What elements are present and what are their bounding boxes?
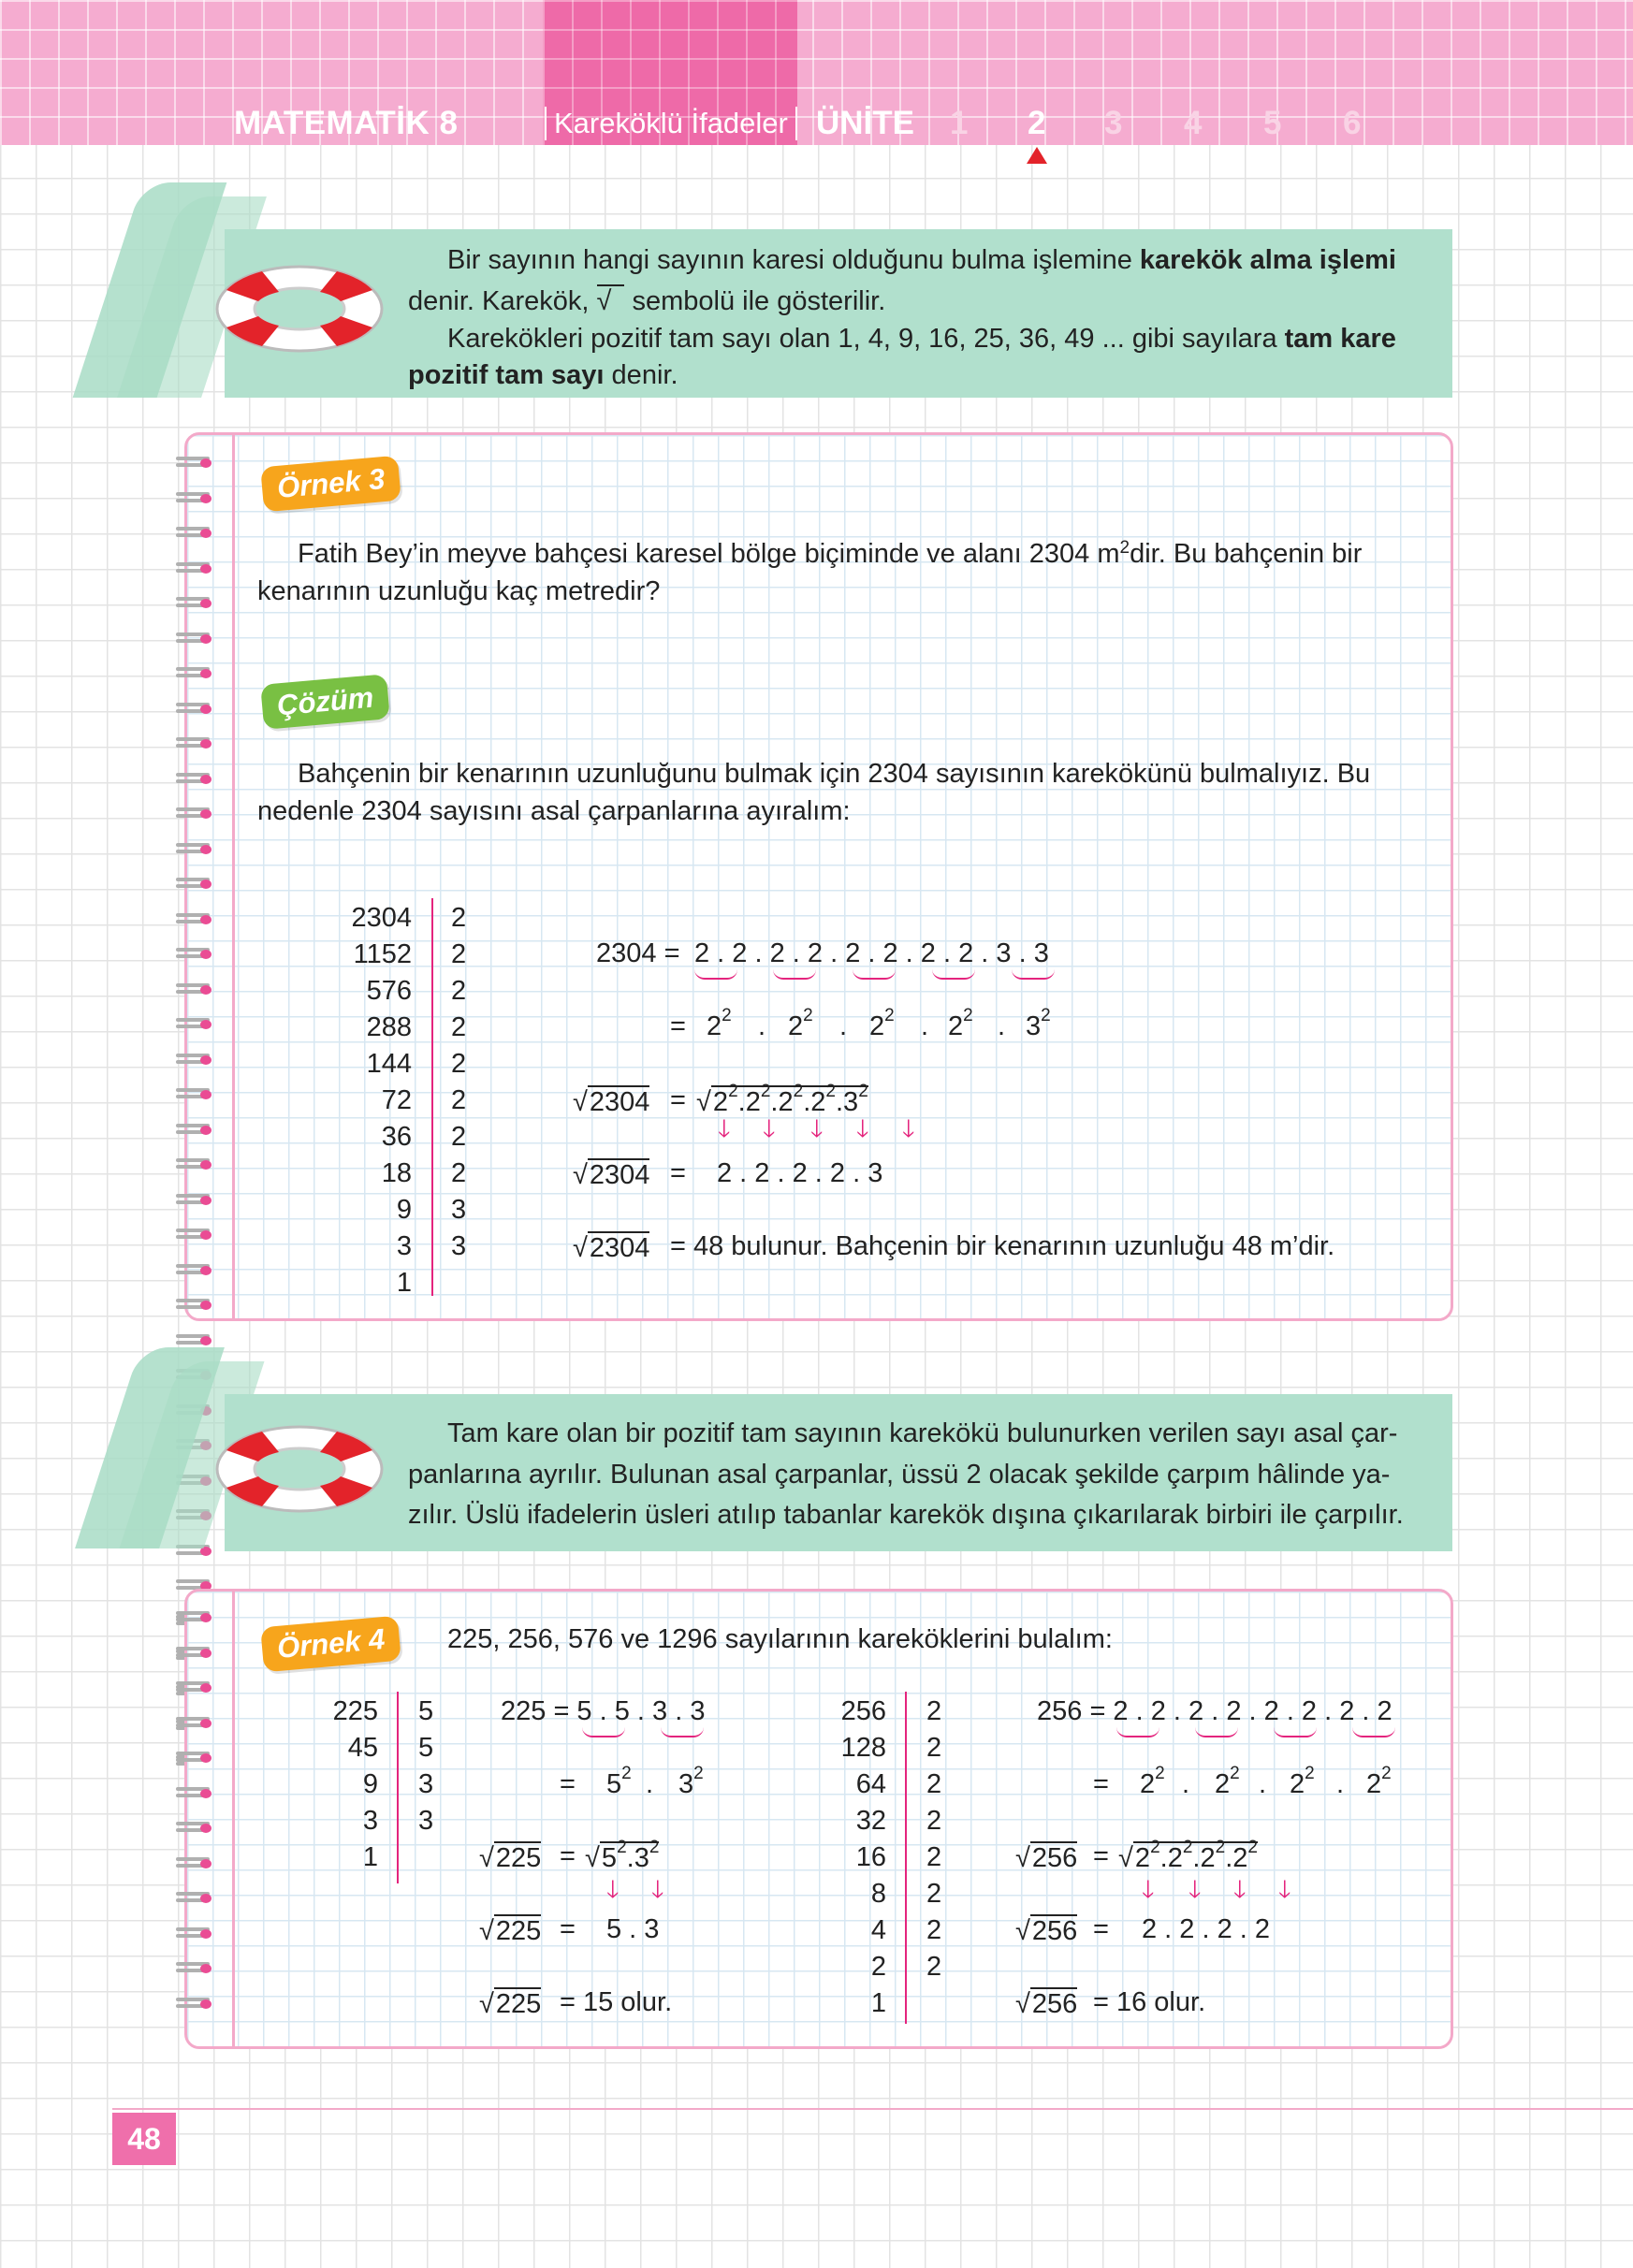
spiral-ring — [176, 562, 213, 575]
notebook-spiral-binding — [176, 457, 213, 1299]
sqrt-symbol: √ — [597, 284, 625, 316]
sqrt-225: √225 — [479, 1843, 542, 1873]
eq-sign: = — [1093, 1769, 1109, 1799]
ladder-dividend: 16 — [855, 1842, 886, 1872]
pair-arc — [853, 969, 896, 980]
spiral-ring — [176, 1892, 213, 1905]
ladder-divisor: 3 — [418, 1806, 434, 1836]
ladder-dividend: 9 — [396, 1195, 412, 1225]
power-2-2: $2^2$ — [1215, 1764, 1240, 1799]
ladder-divisor: 3 — [451, 1195, 467, 1225]
ladder-divisor: 2 — [451, 1122, 467, 1152]
power-2-2: $2^2$ — [948, 1006, 973, 1041]
page-number: 48 — [112, 2113, 176, 2165]
spiral-ring — [176, 1018, 213, 1031]
unit-number-6[interactable]: 6 — [1343, 105, 1362, 141]
pair-arc — [582, 1727, 625, 1737]
footer-line — [112, 2108, 1633, 2110]
down-arrow-icon: 🡓 — [763, 1114, 776, 1142]
eq-sign: = — [670, 1158, 686, 1188]
solution-line1: Bahçenin bir kenarının uzunluğunu bulmak için 2304 sayısının karekökünü bulmalıyız. Bu — [298, 759, 1371, 789]
spiral-ring — [176, 878, 213, 891]
spiral-ring — [176, 527, 213, 540]
down-arrow-icon: 🡓 — [1142, 1875, 1155, 1903]
ladder-dividend: 8 — [870, 1879, 886, 1909]
info2-line1: Tam kare olan bir pozitif tam sayının karekökü bulunurken verilen sayı asal çar- — [447, 1418, 1398, 1448]
dot: . — [998, 1011, 1006, 1041]
spiral-ring — [176, 703, 213, 716]
pair-arc — [1195, 1727, 1238, 1737]
down-arrow-icon: 🡓 — [1233, 1875, 1247, 1903]
notebook-margin-line — [232, 1591, 235, 2047]
down-arrow-icon: 🡓 — [856, 1114, 869, 1142]
pair-arc — [1274, 1727, 1317, 1737]
lifebuoy-icon — [206, 1413, 393, 1525]
power-2-2: $2^2$ — [869, 1006, 895, 1041]
spiral-ring — [176, 1717, 213, 1730]
spiral-ring — [176, 1264, 213, 1277]
unit-label: ÜNİTE — [816, 105, 914, 141]
ladder-divider — [397, 1692, 399, 1883]
pair-arc — [773, 969, 816, 980]
ladder-dividend: 1 — [396, 1268, 412, 1298]
ladder-dividend: 288 — [366, 1012, 412, 1042]
dot: . — [1182, 1769, 1190, 1799]
eq-2304-lhs: 2304 = — [596, 938, 680, 968]
sqrt-2304: √2304 — [573, 1160, 650, 1190]
ladder-dividend: 36 — [381, 1122, 412, 1152]
ladder-dividend: 9 — [362, 1769, 378, 1799]
spiral-ring — [176, 1998, 213, 2011]
ladder-divisor: 5 — [418, 1733, 434, 1763]
spiral-ring — [176, 1822, 213, 1835]
dot: . — [839, 1011, 848, 1041]
pair-arc — [661, 1727, 704, 1737]
ladder-dividend: 128 — [840, 1733, 886, 1763]
spiral-ring — [176, 1124, 213, 1137]
down-arrow-icon: 🡓 — [810, 1114, 824, 1142]
sqrt-power-product: $√5^2.3^2$ — [585, 1838, 660, 1873]
spiral-ring — [176, 597, 213, 610]
down-arrow-icon: 🡓 — [651, 1875, 664, 1903]
spiral-ring — [176, 948, 213, 961]
dot: . — [1259, 1769, 1267, 1799]
eq-225-factors: 225 = 5 . 5 . 3 . 3 — [501, 1696, 706, 1726]
ladder-dividend: 576 — [366, 976, 412, 1006]
info1-line3: Karekökleri pozitif tam sayı olan 1, 4, 9, 16, 25, 36, 49 ... gibi sayılara tam kare — [447, 324, 1396, 354]
sqrt-power-product: $√2^2.2^2.2^2.2^2.3^2$ — [696, 1082, 868, 1117]
notebook-spiral-binding — [176, 1611, 213, 2032]
book-title: MATEMATİK 8 — [234, 105, 459, 141]
pair-arc — [1012, 969, 1055, 980]
ladder-dividend: 64 — [855, 1769, 886, 1799]
spiral-ring — [176, 983, 213, 996]
eq-sign: = — [670, 1085, 686, 1115]
result-sentence: = 48 bulunur. Bahçenin bir kenarının uzunluğu 48 m’dir. — [670, 1231, 1335, 1261]
example3-question-line2: kenarının uzunluğu kaç metredir? — [257, 576, 661, 606]
ladder-divisor: 3 — [451, 1231, 467, 1261]
sqrt-256: √256 — [1015, 1843, 1078, 1873]
down-arrow-icon: 🡓 — [1278, 1875, 1291, 1903]
result-256: = 16 olur. — [1093, 1987, 1206, 2017]
spiral-ring — [176, 1228, 213, 1242]
ladder-divisor: 2 — [451, 939, 467, 969]
spiral-ring — [176, 1299, 213, 1312]
ladder-dividend: 1 — [362, 1842, 378, 1872]
ladder-divisor: 2 — [926, 1733, 942, 1763]
eq-256-factors: 256 = 2 . 2 . 2 . 2 . 2 . 2 . 2 . 2 — [1037, 1696, 1392, 1726]
power-2-2: $2^2$ — [1140, 1764, 1165, 1799]
spiral-ring — [176, 843, 213, 856]
ladder-divisor: 2 — [926, 1842, 942, 1872]
power-3-2: $3^2$ — [1026, 1006, 1051, 1041]
ladder-divisor: 2 — [451, 1085, 467, 1115]
power-3-2: $3^2$ — [678, 1764, 704, 1799]
spiral-ring — [176, 773, 213, 786]
result-225: = 15 olur. — [560, 1987, 673, 2017]
spiral-ring — [176, 667, 213, 680]
ladder-dividend: 18 — [381, 1158, 412, 1188]
eq-sign: = — [560, 1914, 576, 1944]
eq-sign: = — [1093, 1914, 1109, 1944]
down-arrow-icon: 🡓 — [1188, 1875, 1202, 1903]
pair-arc — [1116, 1727, 1159, 1737]
power-5-2: $5^2$ — [606, 1764, 632, 1799]
info1-line1: Bir sayının hangi sayının karesi olduğunu bulma işlemine karekök alma işlemi — [447, 245, 1396, 275]
ladder-divisor: 2 — [926, 1952, 942, 1982]
spiral-ring — [176, 1611, 213, 1624]
spiral-ring — [176, 913, 213, 926]
ladder-dividend: 4 — [870, 1915, 886, 1945]
example3-question-line1: Fatih Bey’in meyve bahçesi karesel bölge biçiminde ve alanı 2304 $m^2dir$. Bu bahçenin bir — [298, 538, 1363, 569]
sqrt-power-product: $√2^2.2^2.2^2.2^2$ — [1118, 1838, 1258, 1873]
power-2-2: $2^2$ — [1366, 1764, 1392, 1799]
ladder-divisor: 2 — [926, 1879, 942, 1909]
unit-number-4[interactable]: 4 — [1184, 105, 1203, 141]
pair-arc — [1352, 1727, 1395, 1737]
ladder-divisor: 2 — [926, 1769, 942, 1799]
dot: . — [646, 1769, 654, 1799]
ladder-dividend: 45 — [347, 1733, 378, 1763]
power-2-2: $2^2$ — [1290, 1764, 1315, 1799]
spiral-ring — [176, 1194, 213, 1207]
spiral-ring — [176, 1962, 213, 1975]
ladder-divisor: 2 — [451, 1049, 467, 1079]
eq-sign: = — [560, 1841, 576, 1871]
unit-number-3[interactable]: 3 — [1104, 105, 1123, 141]
notebook-margin-line — [232, 434, 235, 1319]
root-factors: 2 . 2 . 2 . 2 — [1142, 1914, 1271, 1944]
example4-badge: Örnek 4 — [260, 1616, 401, 1673]
pair-arc — [932, 969, 975, 980]
ladder-divisor: 2 — [926, 1806, 942, 1836]
lifebuoy-icon — [206, 253, 393, 365]
ladder-divisor: 2 — [926, 1915, 942, 1945]
solution-badge: Çözüm — [260, 674, 390, 730]
ladder-divisor: 2 — [451, 1012, 467, 1042]
dot: . — [758, 1011, 766, 1041]
spiral-ring — [176, 492, 213, 505]
down-arrow-icon: 🡓 — [902, 1114, 915, 1142]
example3-badge: Örnek 3 — [260, 456, 401, 513]
eq-sign: = — [1093, 1841, 1109, 1871]
ladder-divider — [905, 1692, 907, 2024]
ladder-divisor: 2 — [451, 976, 467, 1006]
ladder-dividend: 144 — [366, 1049, 412, 1079]
ladder-dividend: 1 — [870, 1988, 886, 2018]
spiral-ring — [176, 1334, 213, 1347]
spiral-ring — [176, 632, 213, 646]
root-factors: 2 . 2 . 2 . 2 . 3 — [717, 1158, 883, 1188]
sqrt-256: √256 — [1015, 1989, 1078, 2019]
spiral-ring — [176, 1927, 213, 1941]
spiral-ring — [176, 737, 213, 750]
spiral-ring — [176, 1088, 213, 1101]
ladder-dividend: 2304 — [351, 903, 412, 933]
info2-line3: zılır. Üslü ifadelerin üsleri atılıp tabanlar karekök dışına çıkarılarak birbiri ile çarpılır. — [408, 1500, 1404, 1530]
example4-question: 225, 256, 576 ve 1296 sayılarının kareköklerini bulalım: — [447, 1624, 1113, 1654]
solution-line2: nedenle 2304 sayısını asal çarpanlarına ayıralım: — [257, 796, 851, 826]
sqrt-225: √225 — [479, 1989, 542, 2019]
eq-sign: = — [560, 1769, 576, 1799]
sqrt-2304: √2304 — [573, 1233, 650, 1263]
spiral-ring — [176, 1857, 213, 1870]
ladder-dividend: 3 — [362, 1806, 378, 1836]
ladder-divisor: 2 — [451, 1158, 467, 1188]
info1-line4: pozitif tam sayı denir. — [408, 360, 678, 390]
ladder-divider — [431, 898, 433, 1296]
ladder-dividend: 256 — [840, 1696, 886, 1726]
info2-line2: panlarına ayrılır. Bulunan asal çarpanlar, üssü 2 olacak şekilde çarpım hâlinde ya- — [408, 1460, 1391, 1490]
root-factors: 5 . 3 — [606, 1914, 660, 1944]
spiral-ring — [176, 1681, 213, 1694]
unit-number-5[interactable]: 5 — [1263, 105, 1282, 141]
power-2-2: $2^2$ — [707, 1006, 732, 1041]
spiral-ring — [176, 457, 213, 470]
down-arrow-icon: 🡓 — [718, 1114, 731, 1142]
ladder-divisor: 3 — [418, 1769, 434, 1799]
spiral-ring — [176, 1158, 213, 1171]
ladder-divisor: 2 — [926, 1696, 942, 1726]
dot: . — [1336, 1769, 1345, 1799]
info1-line2: denir. Karekök, √ sembolü ile gösterilir. — [408, 286, 886, 316]
active-unit-marker-icon — [1027, 147, 1047, 164]
dot: . — [921, 1011, 929, 1041]
spiral-ring — [176, 807, 213, 821]
sqrt-225: √225 — [479, 1916, 542, 1946]
spiral-ring — [176, 1752, 213, 1765]
eq-sign: = — [670, 1011, 686, 1041]
eq-2304-factors: 2 . 2 . 2 . 2 . 2 . 2 . 2 . 2 . 3 . 3 — [694, 938, 1049, 968]
unit-number-2[interactable]: 2 — [1028, 105, 1046, 141]
ladder-divisor: 5 — [418, 1696, 434, 1726]
spiral-ring — [176, 1647, 213, 1660]
chapter-title: Kareköklü İfadeler — [545, 107, 797, 140]
pair-arc — [694, 969, 737, 980]
ladder-dividend: 2 — [870, 1952, 886, 1982]
power-2-2: $2^2$ — [788, 1006, 813, 1041]
spiral-ring — [176, 1054, 213, 1067]
ladder-dividend: 72 — [381, 1085, 412, 1115]
unit-number-1[interactable]: 1 — [950, 105, 969, 141]
sqrt-256: √256 — [1015, 1916, 1078, 1946]
ladder-dividend: 32 — [855, 1806, 886, 1836]
ladder-divisor: 2 — [451, 903, 467, 933]
ladder-dividend: 225 — [332, 1696, 378, 1726]
down-arrow-icon: 🡓 — [606, 1875, 620, 1903]
ladder-dividend: 3 — [396, 1231, 412, 1261]
ladder-dividend: 1152 — [353, 939, 412, 969]
spiral-ring — [176, 1787, 213, 1800]
sqrt-2304: √2304 — [573, 1087, 650, 1117]
